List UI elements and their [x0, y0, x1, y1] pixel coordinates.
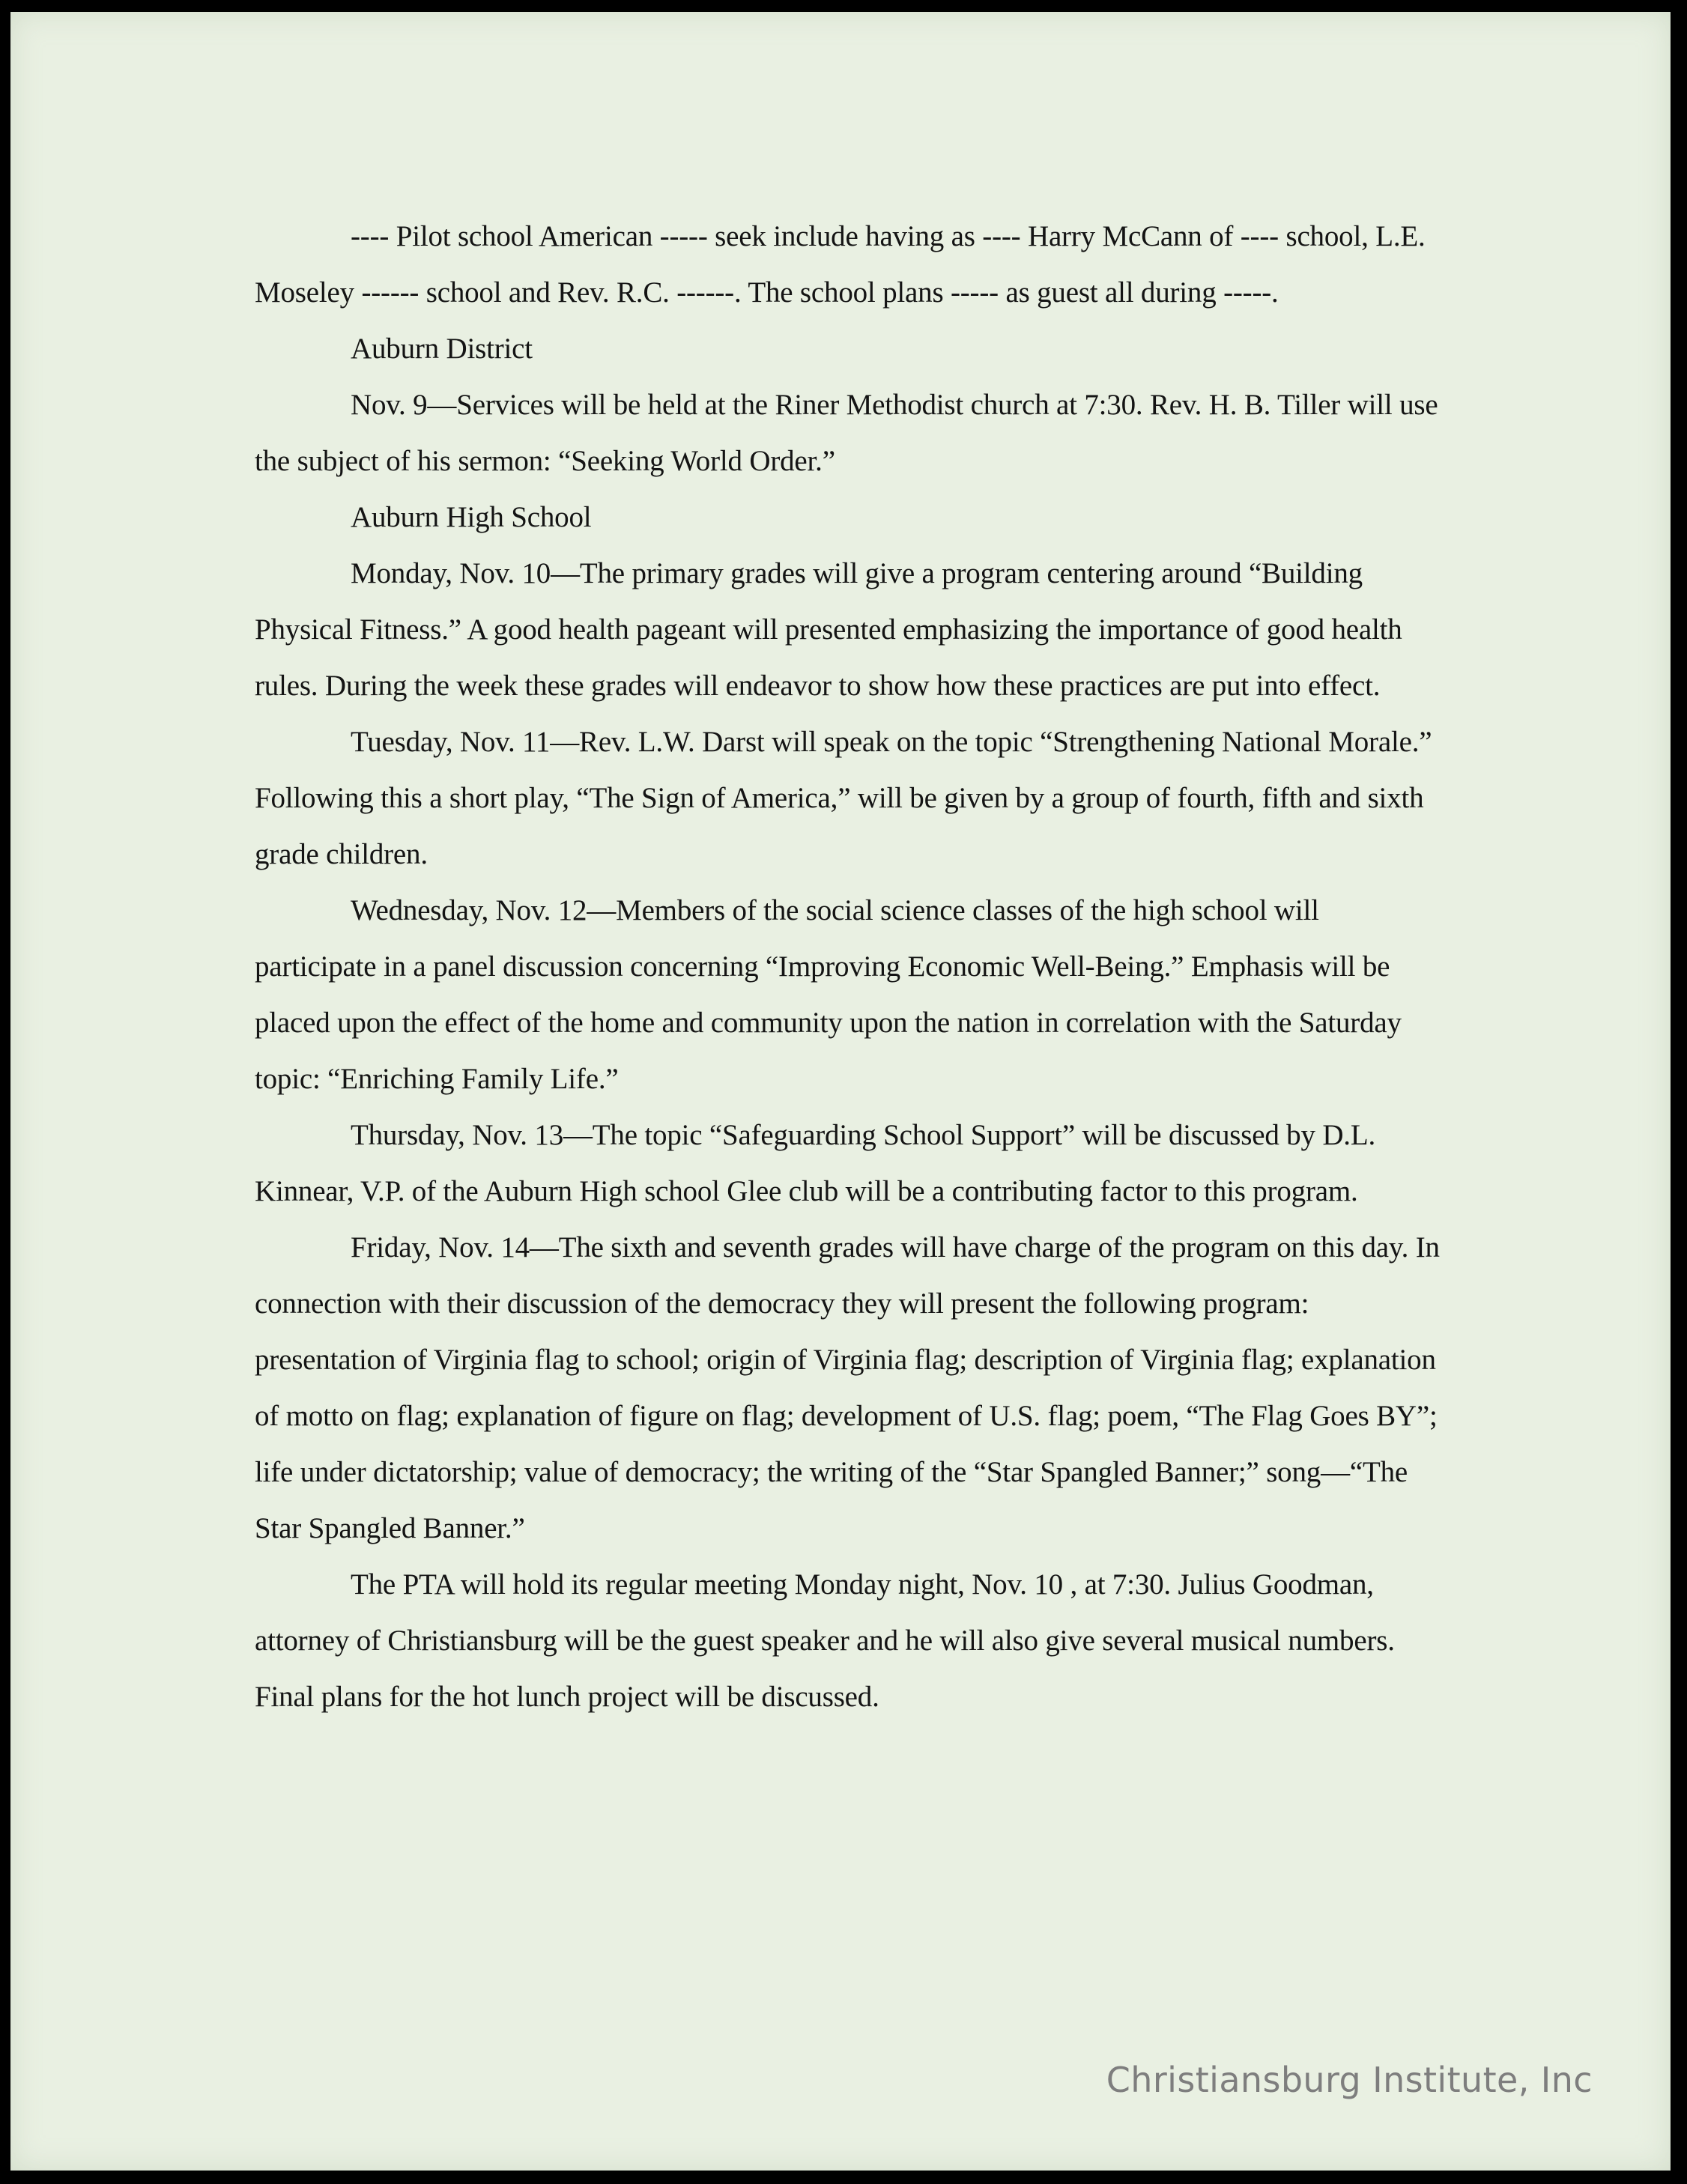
paragraph-thursday: Thursday, Nov. 13—The topic “Safeguarding School Support” will be discussed by D.L. Kinnear, V.P. of the Auburn High school Glee club will be a contributing factor to this program.	[255, 1119, 1376, 1207]
paragraph-monday: Monday, Nov. 10—The primary grades will give a program centering around “Building Physical Fitness.” A good health pageant will presented emphasizing the importance of good health rules. During the week these grades will endeavor to show how these practices are put into effect.	[255, 557, 1402, 702]
document-page	[10, 12, 1671, 2171]
heading-auburn-district: Auburn District	[351, 333, 533, 365]
paragraph-nov-9: Nov. 9—Services will be held at the Riner Methodist church at 7:30. Rev. H. B. Tiller will use the subject of his sermon: “Seeking World Order.”	[255, 389, 1438, 477]
document-body	[255, 208, 1446, 1725]
paragraph-wednesday: Wednesday, Nov. 12—Members of the social science classes of the high school will participate in a panel discussion concerning “Improving Economic Well-Being.” Emphasis will be placed upon the effect of the home and community upon the nation in correlation with the Saturday topic: “Enriching Family Life.”	[255, 894, 1402, 1095]
heading-auburn-high-school: Auburn High School	[351, 501, 592, 533]
paragraph-pta: The PTA will hold its regular meeting Monday night, Nov. 10 , at 7:30. Julius Goodman, attorney of Christiansburg will be the guest speaker and he will also give several musical numbers. Final plans for the hot lunch project will be discussed.	[255, 1568, 1395, 1713]
watermark: Christiansburg Institute, Inc	[1106, 2060, 1593, 2100]
paragraph-friday: Friday, Nov. 14—The sixth and seventh grades will have charge of the program on this day. In connection with their discussion of the democracy they will present the following program: presentation of Virginia flag to school; origin of Virginia flag; description of Virginia flag; explanation of motto on flag; explanation of figure on flag; development of U.S. flag; poem, “The Flag Goes BY”; life under dictatorship; value of democracy; the writing of the “Star Spangled Banner;” song—“The Star Spangled Banner.”	[255, 1231, 1440, 1544]
paragraph-tuesday: Tuesday, Nov. 11—Rev. L.W. Darst will speak on the topic “Strengthening National Morale.” Following this a short play, “The Sign of America,” will be given by a group of fourth, fifth and sixth grade children.	[255, 726, 1432, 870]
paragraph-pilot-school: ---- Pilot school American ----- seek include having as ---- Harry McCann of ---- school, L.E. Moseley ------ school and Rev. R.C. ------. The school plans ----- as guest all during -----.	[255, 220, 1426, 309]
